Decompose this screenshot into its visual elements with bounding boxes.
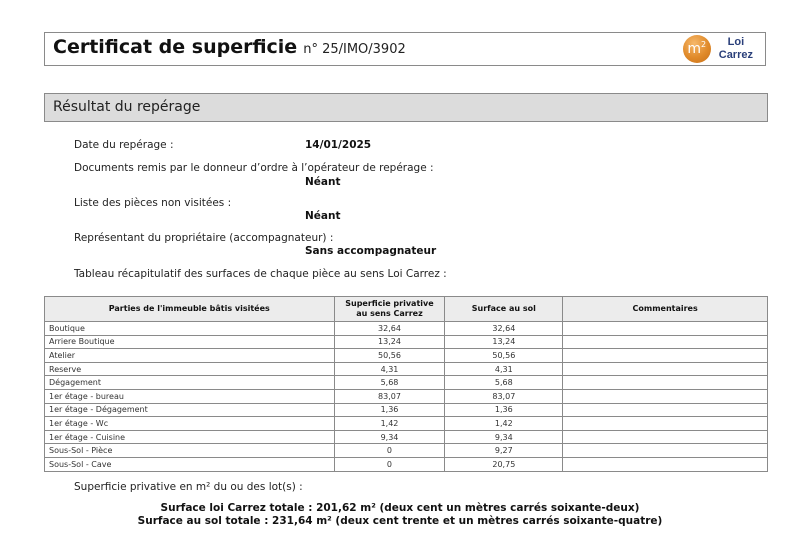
cell-part: Boutique — [45, 322, 335, 336]
cell-sol: 4,31 — [445, 362, 563, 376]
section-title: Résultat du repérage — [53, 99, 201, 115]
cell-part: 1er étage - bureau — [45, 389, 335, 403]
cell-carrez: 0 — [334, 457, 445, 471]
cell-carrez: 5,68 — [334, 376, 445, 390]
table-row — [45, 403, 768, 417]
col-header-comments: Commentaires — [563, 297, 768, 322]
certificate-header — [44, 32, 766, 66]
cell-comment — [563, 389, 768, 403]
cell-carrez: 50,56 — [334, 349, 445, 363]
totals-label: Superficie privative en m² du ou des lot(s) : — [74, 481, 303, 493]
cell-sol: 83,07 — [445, 389, 563, 403]
cell-carrez: 1,42 — [334, 417, 445, 431]
table-row — [45, 322, 768, 336]
cell-part: 1er étage - Cuisine — [45, 430, 335, 444]
cell-comment — [563, 417, 768, 431]
table-row — [45, 444, 768, 458]
documents-label: Documents remis par le donneur d’ordre à l’opérateur de repérage : — [74, 162, 434, 174]
table-row — [45, 335, 768, 349]
title-text: Certificat de superficie — [53, 36, 298, 58]
col-header-sol: Surface au sol — [445, 297, 563, 322]
cell-sol: 32,64 — [445, 322, 563, 336]
cell-carrez: 13,24 — [334, 335, 445, 349]
cell-part: Sous-Sol - Pièce — [45, 444, 335, 458]
non-visited-value: Néant — [305, 210, 341, 222]
section-header — [44, 93, 768, 122]
logo-text — [719, 36, 753, 62]
m2-badge-text: m — [687, 41, 702, 57]
logo-line-2: Carrez — [718, 49, 753, 61]
table-intro: Tableau récapitulatif des surfaces de chaque pièce au sens Loi Carrez : — [74, 268, 447, 280]
cell-comment — [563, 430, 768, 444]
cell-sol: 1,42 — [445, 417, 563, 431]
cell-part: Dégagement — [45, 376, 335, 390]
cell-part: 1er étage - Dégagement — [45, 403, 335, 417]
cell-part: Arriere Boutique — [45, 335, 335, 349]
cell-comment — [563, 362, 768, 376]
cell-part: Reserve — [45, 362, 335, 376]
table-row — [45, 349, 768, 363]
cell-comment — [563, 335, 768, 349]
col-header-carrez: Superficie privative au sens Carrez — [334, 297, 445, 322]
cell-part: Sous-Sol - Cave — [45, 457, 335, 471]
cell-sol: 1,36 — [445, 403, 563, 417]
table-row — [45, 362, 768, 376]
cell-sol: 9,27 — [445, 444, 563, 458]
non-visited-label: Liste des pièces non visitées : — [74, 197, 232, 209]
cell-carrez: 1,36 — [334, 403, 445, 417]
cell-carrez: 83,07 — [334, 389, 445, 403]
documents-value: Néant — [305, 176, 341, 188]
page-title — [53, 36, 406, 58]
cell-sol: 50,56 — [445, 349, 563, 363]
representative-label: Représentant du propriétaire (accompagnateur) : — [74, 232, 334, 244]
cell-part: 1er étage - Wc — [45, 417, 335, 431]
loi-carrez-logo — [683, 34, 753, 64]
table-row — [45, 430, 768, 444]
cell-carrez: 9,34 — [334, 430, 445, 444]
table-row — [45, 457, 768, 471]
table-row — [45, 376, 768, 390]
cell-comment — [563, 349, 768, 363]
m2-badge-icon — [683, 35, 711, 63]
date-value: 14/01/2025 — [305, 139, 372, 151]
cell-carrez: 4,31 — [334, 362, 445, 376]
sol-total: Surface au sol totale : 231,64 m² (deux cent trente et un mètres carrés soixante-quatre) — [137, 515, 663, 527]
cell-comment — [563, 444, 768, 458]
carrez-total: Surface loi Carrez totale : 201,62 m² (deux cent un mètres carrés soixante-deux) — [160, 502, 640, 514]
logo-line-1: Loi — [727, 36, 745, 48]
cell-sol: 9,34 — [445, 430, 563, 444]
surfaces-table — [44, 296, 768, 472]
col-header-parts: Parties de l'immeuble bâtis visitées — [45, 297, 335, 322]
cell-sol: 5,68 — [445, 376, 563, 390]
table-row — [45, 417, 768, 431]
certificate-number: n° 25/IMO/3902 — [303, 42, 406, 57]
table-row — [45, 389, 768, 403]
cell-comment — [563, 322, 768, 336]
cell-carrez: 0 — [334, 444, 445, 458]
table-header-row — [45, 297, 768, 322]
cell-carrez: 32,64 — [334, 322, 445, 336]
cell-comment — [563, 403, 768, 417]
representative-value: Sans accompagnateur — [305, 245, 437, 257]
cell-part: Atelier — [45, 349, 335, 363]
cell-comment — [563, 457, 768, 471]
cell-sol: 20,75 — [445, 457, 563, 471]
date-label: Date du repérage : — [74, 139, 174, 151]
m2-badge-sup: 2 — [701, 39, 707, 49]
cell-sol: 13,24 — [445, 335, 563, 349]
cell-comment — [563, 376, 768, 390]
